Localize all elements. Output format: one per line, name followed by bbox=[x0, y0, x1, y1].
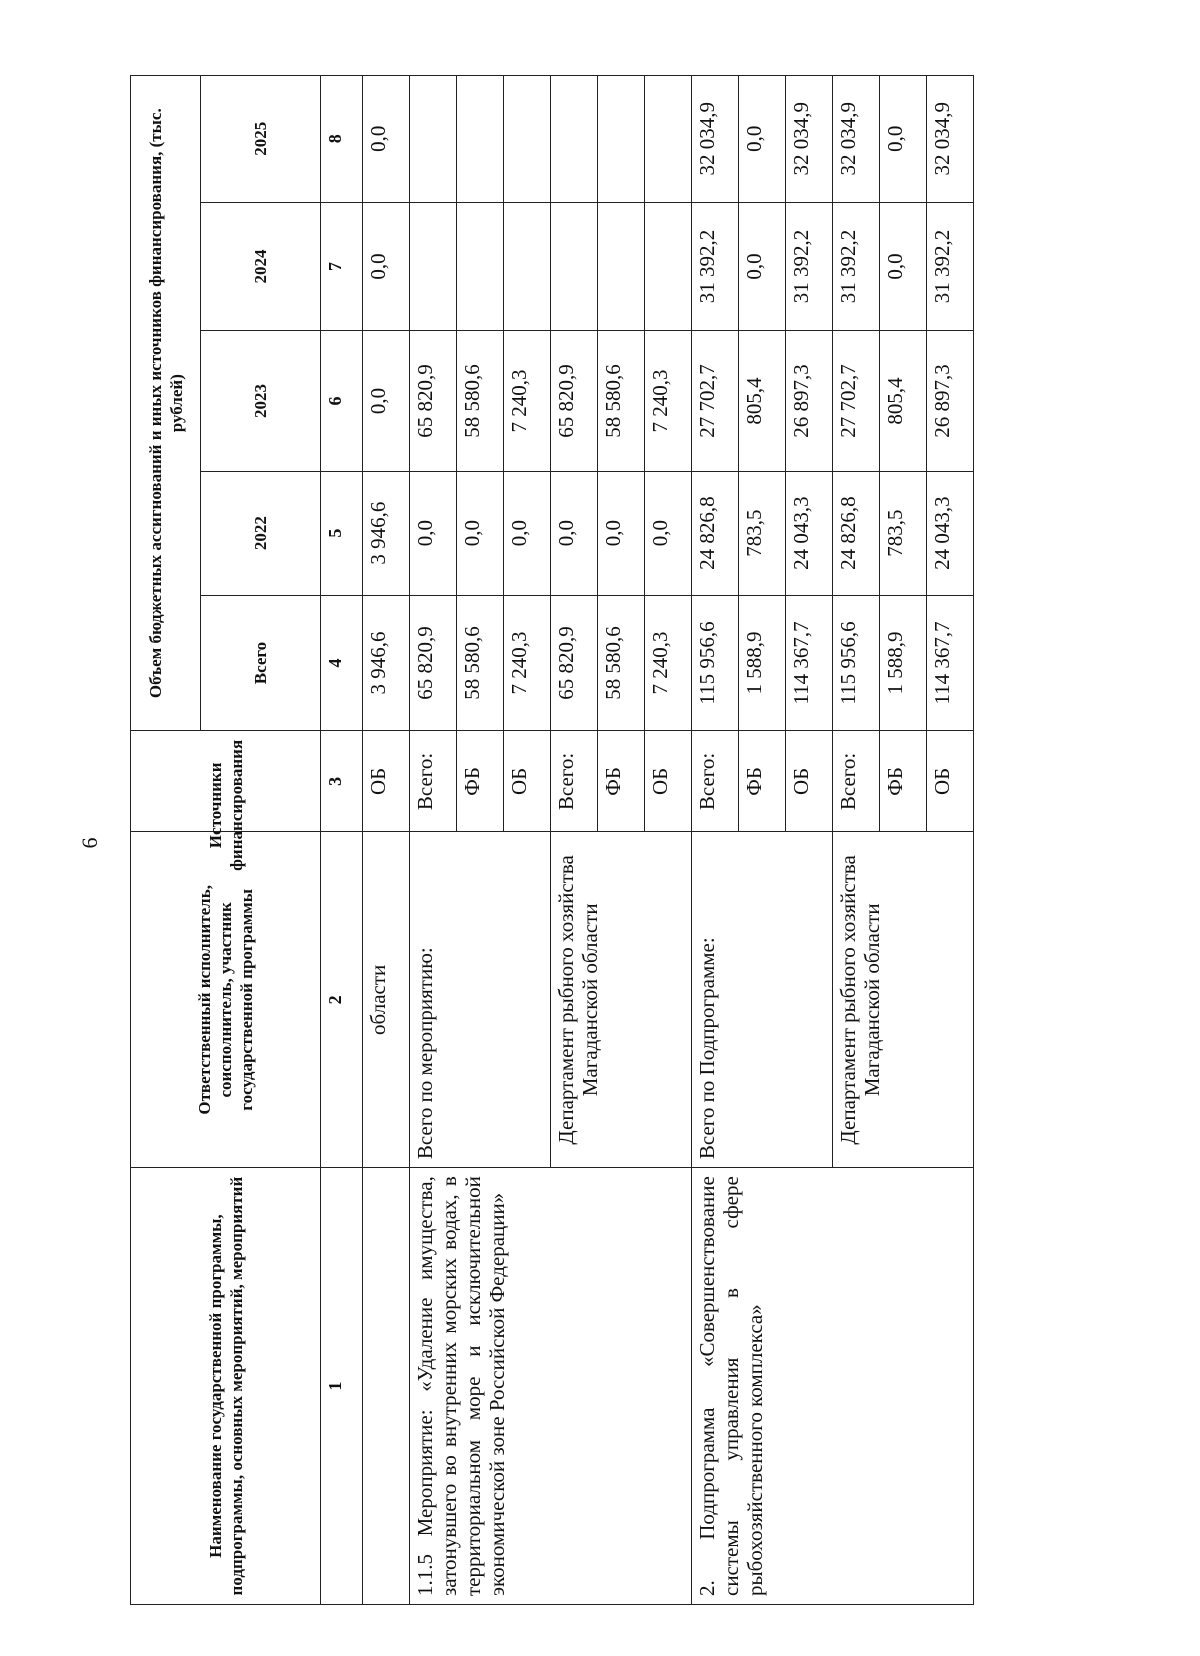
col-number: 8 bbox=[321, 76, 363, 203]
cell-source: ОБ bbox=[363, 731, 410, 832]
cell-activity-title: 1.1.5 Мероприятие: «Удаление имущества, затонувшего во внутренних морских водах, в территориальном море и исключительной экономической зоне Российской Федерации» bbox=[410, 1168, 692, 1605]
cell-empty bbox=[363, 1168, 410, 1605]
cell-value: 0,0 bbox=[457, 471, 504, 595]
cell-source: ОБ bbox=[927, 731, 974, 832]
table-row bbox=[692, 76, 739, 1605]
cell-value bbox=[645, 76, 692, 203]
cell-value bbox=[504, 76, 551, 203]
cell-source: ФБ bbox=[880, 731, 927, 832]
cell-value: 24 043,3 bbox=[786, 471, 833, 595]
header-year-2022: 2022 bbox=[201, 471, 321, 595]
cell-value: 32 034,9 bbox=[833, 76, 880, 203]
cell-value bbox=[504, 202, 551, 331]
cell-value: 0,0 bbox=[504, 471, 551, 595]
cell-source: ФБ bbox=[457, 731, 504, 832]
cell-value bbox=[551, 76, 598, 203]
cell-value: 58 580,6 bbox=[457, 331, 504, 471]
cell-value: 32 034,9 bbox=[692, 76, 739, 203]
cell-value: 0,0 bbox=[880, 202, 927, 331]
header-year-total: Всего bbox=[201, 595, 321, 731]
cell-executor: области bbox=[363, 832, 410, 1168]
cell-value: 114 367,7 bbox=[927, 595, 974, 731]
cell-value: 7 240,3 bbox=[504, 331, 551, 471]
cell-value: 32 034,9 bbox=[786, 76, 833, 203]
cell-value bbox=[457, 202, 504, 331]
cell-source: ОБ bbox=[504, 731, 551, 832]
cell-department: Департамент рыбного хозяйства Магаданской области bbox=[551, 832, 692, 1168]
cell-value: 58 580,6 bbox=[457, 595, 504, 731]
cell-value: 0,0 bbox=[363, 331, 410, 471]
cell-value: 7 240,3 bbox=[645, 331, 692, 471]
cell-source: ФБ bbox=[598, 731, 645, 832]
cell-value bbox=[410, 76, 457, 203]
cell-value: 26 897,3 bbox=[927, 331, 974, 471]
header-col-name: Наименование государственной программы, подпрограммы, основных мероприятий, мероприятий bbox=[131, 1168, 321, 1605]
cell-value: 31 392,2 bbox=[833, 202, 880, 331]
cell-value: 65 820,9 bbox=[551, 331, 598, 471]
col-number: 2 bbox=[321, 832, 363, 1168]
cell-value: 0,0 bbox=[598, 471, 645, 595]
cell-department: Департамент рыбного хозяйства Магаданской области bbox=[833, 832, 974, 1168]
cell-value: 24 043,3 bbox=[927, 471, 974, 595]
cell-value: 783,5 bbox=[739, 471, 786, 595]
cell-value: 0,0 bbox=[645, 471, 692, 595]
col-number: 6 bbox=[321, 331, 363, 471]
cell-value: 114 367,7 bbox=[786, 595, 833, 731]
cell-value: 0,0 bbox=[551, 471, 598, 595]
cell-value bbox=[598, 202, 645, 331]
cell-value: 27 702,7 bbox=[833, 331, 880, 471]
cell-value: 0,0 bbox=[363, 202, 410, 331]
col-number: 1 bbox=[321, 1168, 363, 1605]
cell-value: 24 826,8 bbox=[692, 471, 739, 595]
cell-total-label: Всего по мероприятию: bbox=[410, 832, 551, 1168]
cell-value: 0,0 bbox=[363, 76, 410, 203]
cell-value: 65 820,9 bbox=[551, 595, 598, 731]
cell-value: 31 392,2 bbox=[927, 202, 974, 331]
column-number-row bbox=[321, 76, 363, 1605]
cell-total-label: Всего по Подпрограмме: bbox=[692, 832, 833, 1168]
cell-value: 31 392,2 bbox=[786, 202, 833, 331]
cell-value: 1 588,9 bbox=[880, 595, 927, 731]
cell-value bbox=[457, 76, 504, 203]
header-col-source-text: Источники финансирования bbox=[205, 739, 246, 871]
rotated-table-container bbox=[130, 75, 1045, 1605]
header-col-group: Объем бюджетных ассигнований и иных источников финансирования, (тыс. рублей) bbox=[131, 76, 201, 731]
cell-value: 805,4 bbox=[880, 331, 927, 471]
cell-value: 805,4 bbox=[739, 331, 786, 471]
header-col-executor: Ответственный исполнитель, соисполнитель, участник государственной программы bbox=[131, 832, 321, 1168]
cell-value: 31 392,2 bbox=[692, 202, 739, 331]
cell-value bbox=[645, 202, 692, 331]
cell-subprogram-title: 2. Подпрограмма «Совершенствование системы управления в сфере рыбохозяйственного комплекса» bbox=[692, 1168, 974, 1605]
cell-value: 27 702,7 bbox=[692, 331, 739, 471]
cell-source: ОБ bbox=[645, 731, 692, 832]
header-col-source bbox=[131, 731, 321, 871]
cell-value: 0,0 bbox=[739, 202, 786, 331]
cell-value: 0,0 bbox=[410, 471, 457, 595]
col-number: 3 bbox=[321, 731, 363, 832]
header-year-2023: 2023 bbox=[201, 331, 321, 471]
cell-value: 65 820,9 bbox=[410, 595, 457, 731]
cell-source: Всего: bbox=[551, 731, 598, 832]
cell-value: 0,0 bbox=[739, 76, 786, 203]
col-number: 7 bbox=[321, 202, 363, 331]
table-row bbox=[363, 76, 410, 1605]
table-row bbox=[410, 76, 457, 1605]
col-number: 4 bbox=[321, 595, 363, 731]
cell-value: 0,0 bbox=[880, 76, 927, 203]
cell-value: 58 580,6 bbox=[598, 331, 645, 471]
cell-value: 1 588,9 bbox=[739, 595, 786, 731]
cell-value: 3 946,6 bbox=[363, 595, 410, 731]
header-row-1 bbox=[131, 76, 201, 1605]
cell-source: Всего: bbox=[410, 731, 457, 832]
cell-source: ФБ bbox=[739, 731, 786, 832]
cell-value: 24 826,8 bbox=[833, 471, 880, 595]
cell-value: 58 580,6 bbox=[598, 595, 645, 731]
cell-value: 783,5 bbox=[880, 471, 927, 595]
cell-value: 115 956,6 bbox=[833, 595, 880, 731]
cell-value bbox=[551, 202, 598, 331]
budget-table bbox=[130, 75, 974, 1605]
cell-value: 115 956,6 bbox=[692, 595, 739, 731]
cell-value: 3 946,6 bbox=[363, 471, 410, 595]
cell-value: 7 240,3 bbox=[645, 595, 692, 731]
cell-value: 7 240,3 bbox=[504, 595, 551, 731]
header-year-2024: 2024 bbox=[201, 202, 321, 331]
cell-value bbox=[598, 76, 645, 203]
cell-value: 65 820,9 bbox=[410, 331, 457, 471]
cell-value: 32 034,9 bbox=[927, 76, 974, 203]
cell-source: ОБ bbox=[786, 731, 833, 832]
cell-value: 26 897,3 bbox=[786, 331, 833, 471]
cell-source: Всего: bbox=[833, 731, 880, 832]
col-number: 5 bbox=[321, 471, 363, 595]
cell-source: Всего: bbox=[692, 731, 739, 832]
cell-value bbox=[410, 202, 457, 331]
header-year-2025: 2025 bbox=[201, 76, 321, 203]
page-number: 6 bbox=[77, 837, 102, 849]
